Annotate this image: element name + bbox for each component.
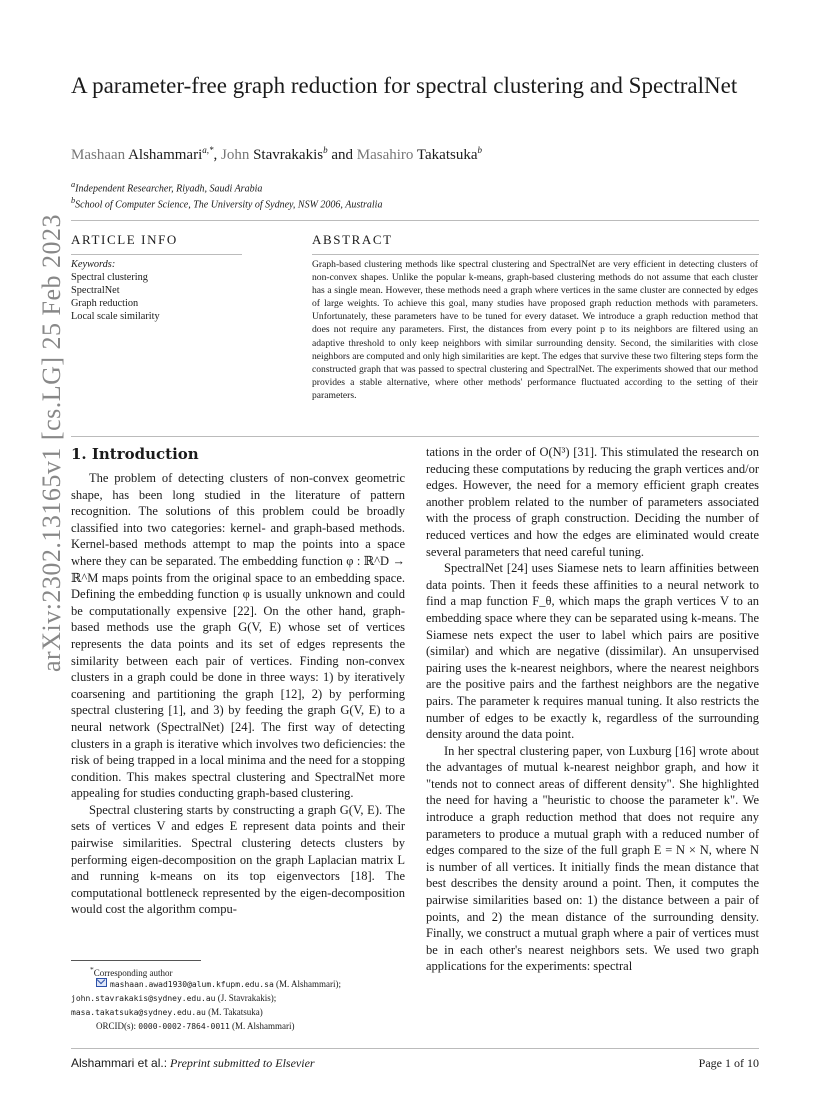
footnote-divider bbox=[71, 960, 201, 961]
footer-journal: Preprint submitted to Elsevier bbox=[170, 1056, 315, 1070]
affiliation-b: $^b$School of Computer Science, The University of Sydney, NSW 2006, Australia bbox=[71, 196, 383, 211]
abstract-divider bbox=[312, 254, 759, 255]
paragraph: tations in the order of O(N³) [31]. This stimulated the research on reducing these computations by reducing the graph vertices and/or edges. However, the need for a memory efficient graph creates another problem related to the number of parameters associated with the process of graph construction. Deciding the number of reduced vertices and how the edges are eliminated would create several parameters that need careful tuning. bbox=[426, 445, 759, 559]
footer-divider bbox=[71, 1048, 759, 1049]
footnote-email-1: mashaan.awad1930@alum.kfupm.edu.sa (M. Alshammari); bbox=[96, 978, 341, 991]
footnote-corresponding: *Corresponding author bbox=[90, 965, 173, 978]
paragraph: Spectral clustering starts by constructing a graph G(V, E). The sets of vertices V and edges E represent data points and their pairwise similarities. Spectral clustering detects clusters by performing eigen-decomposition on the graph Laplacian matrix L and running k-means on its top eigenvectors [18]. The computational bottleneck represented by the eigen-decomposition would cost the algorithm compu- bbox=[71, 802, 405, 917]
keywords-label: Keywords bbox=[71, 259, 112, 270]
email-link[interactable]: john.stavrakakis@sydney.edu.au bbox=[71, 994, 216, 1003]
envelope-icon bbox=[96, 978, 107, 987]
page-footer bbox=[71, 1056, 759, 1071]
email-link[interactable]: mashaan.awad1930@alum.kfupm.edu.sa bbox=[110, 980, 274, 989]
affiliation-a: $^a$Independent Researcher, Riyadh, Saudi Arabia bbox=[71, 180, 263, 195]
abstract-text: Graph-based clustering methods like spectral clustering and SpectralNet are very efficient in detecting clusters of non-convex shapes. Unlike the popular k-means, graph-based clustering methods do not assume that each cluster has a single mean. However, these methods need a graph where vertices in the same cluster are connected by edges of large weights. To achieve this goal, many studies have proposed graph reduction methods with parameters. Unfortunately, these parameters have to be tuned for every dataset. We introduce a graph reduction method that does not require any parameters. First, the distances from every point p to its neighbors are filtered using an adaptive threshold to only keep neighbors with similar surrounding density. Second, the similarities with close neighbors are computed and only high similarities are kept. The edges that survive these two filtering steps form the constructed graph that was passed to spectral clustering and SpectralNet. The experiments showed that our method provides a stable alternative, where other methods' performance fluctuated according to the setting of their parameters. bbox=[312, 259, 758, 401]
author-3[interactable]: Masahiro Takatsuka$^b$ bbox=[356, 145, 482, 163]
page-number: Page 1 of 10 bbox=[698, 1056, 759, 1070]
article-info-divider bbox=[71, 254, 242, 255]
header-divider bbox=[71, 220, 759, 221]
author-list: Mashaan Alshammari$^{a,*}$, John Stavrakakis$^b$ and Masahiro Takatsuka$^b$ bbox=[71, 145, 482, 163]
keyword-item: Graph reduction bbox=[71, 298, 139, 309]
paper-title: A parameter-free graph reduction for spectral clustering and SpectralNet bbox=[71, 73, 738, 98]
footnote-email-3: masa.takatsuka@sydney.edu.au (M. Takatsuka) bbox=[71, 1007, 263, 1017]
body-divider bbox=[71, 436, 759, 437]
keyword-item: Spectral clustering bbox=[71, 272, 148, 283]
arxiv-stamp bbox=[0, 0, 66, 1104]
email-link[interactable]: masa.takatsuka@sydney.edu.au bbox=[71, 1008, 206, 1017]
paragraph: SpectralNet [24] uses Siamese nets to learn affinities between data points. Then it feeds these affinities to a neural network to find a map function F_θ, which maps the graph vertices V to an embedding space where they can be separated using k-means. The Siamese nets expect the user to label which pairs are positive (similar) and which are negative (dissimilar). An unsupervised pairing uses the k-nearest neighbors, where the nearest neighbors are the positive pairs and the farthest neighbors are the negative pairs. The parameter k requires manual tuning. It also restricts the number of edges to be exactly k, regardless of the surrounding density around the data point. bbox=[426, 561, 759, 742]
arxiv-stamp-text: arXiv:2302.13165v1 [cs.LG] 25 Feb 2023 bbox=[37, 213, 66, 672]
paragraph: In her spectral clustering paper, von Luxburg [16] wrote about the advantages of mutual k-nearest neighbor graph, and how it "tends not to connect areas of different density". She highlighted the need for having a "heuristic to choose the parameter k". We introduce a graph reduction method that does not require any parameters to produce a mutual graph with a reduced number of edges compared to the size of the full graph E = N × N, where N is number of all vertices. It initially finds the mean distance that best describes the density around a point. Then, it computes the pairwise similarities based on: 1) the distance between a pair of points, and 2) the mean distance of the surrounding density. Finally, we construct a mutual graph where a pair of vertices must be in each other's nearest neighbors sets. We used two graph applications for the experiments: spectral bbox=[426, 743, 759, 974]
footnote-orcid: ORCID(s): 0000-0002-7864-0011 (M. Alshammari) bbox=[96, 1021, 295, 1031]
section-heading-introduction: 1. Introduction bbox=[71, 445, 199, 463]
body-column-right bbox=[426, 444, 759, 975]
paragraph: The problem of detecting clusters of non-convex geometric shape, has been long studied in the literature of pattern recognition. The solutions of this problem could be broadly classified into two categories: kernel- and graph-based methods. Kernel-based methods attempt to map the points into a space where they can be separated. The embedding function φ : ℝ^D → ℝ^M maps points from the original space to an embedding space. Defining the embedding function φ is usually unknown and could be computationally expensive [22]. On the other hand, graph-based methods use the graph G(V, E) whose set of vertices represents the data points and its set of edges represents the similarity between each pair of vertices. Finding non-convex clusters in a graph could be done in three ways: 1) by iteratively coarsening and partitioning the graph [12], 2) by performing spectral clustering [1], and 3) by feeding the graph G(V, E) to a neural network (SpectralNet) [24]. The first way of detecting clusters in a graph is iterative which involves two deficiencies: the risk of being trapped in a local minima and the need for a stopping condition. This makes spectral clustering and SpectralNet more appealing for studies conducting graph-based clustering. bbox=[71, 471, 405, 801]
orcid-link[interactable]: 0000-0002-7864-0011 bbox=[138, 1022, 230, 1031]
footer-authors: Alshammari et al.: bbox=[71, 1056, 168, 1070]
author-2[interactable]: John Stavrakakis$^b$ bbox=[221, 145, 328, 163]
keyword-item: Local scale similarity bbox=[71, 311, 160, 322]
article-info-heading: ARTICLE INFO bbox=[71, 232, 178, 247]
footnote-email-2: john.stavrakakis@sydney.edu.au (J. Stavrakakis); bbox=[71, 993, 277, 1003]
keywords-block: Keywords: Spectral clustering SpectralNet Graph reduction Local scale similarity bbox=[71, 259, 160, 322]
author-conjunction: and bbox=[331, 147, 353, 163]
author-1[interactable]: Mashaan Alshammari$^{a,*}$ bbox=[71, 145, 214, 163]
abstract-heading: ABSTRACT bbox=[312, 232, 393, 247]
keyword-item: SpectralNet bbox=[71, 285, 120, 296]
body-column-left bbox=[71, 470, 405, 918]
